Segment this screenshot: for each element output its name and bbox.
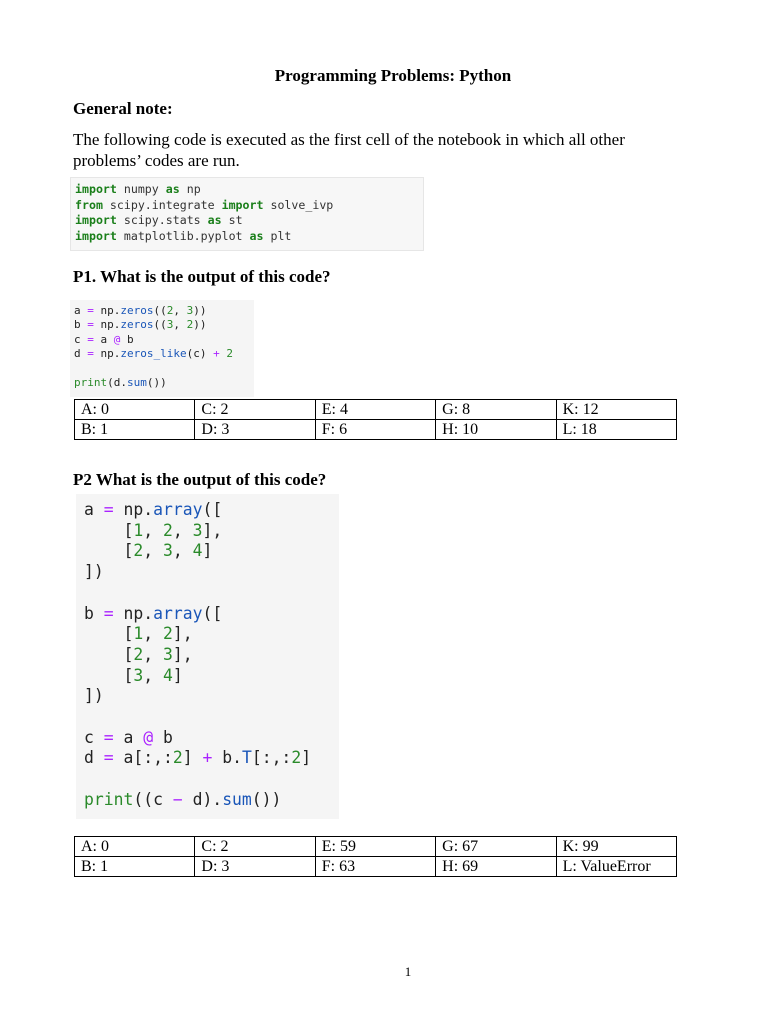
page-number: 1 bbox=[404, 964, 412, 979]
code-token: 3 bbox=[133, 665, 144, 685]
code-token: a bbox=[74, 304, 88, 317]
p2-code-block bbox=[76, 494, 339, 819]
code-token: ([ bbox=[202, 500, 223, 519]
code-token: ] bbox=[172, 665, 183, 685]
answer-option: F: 63 bbox=[315, 857, 435, 877]
code-token: @ bbox=[143, 727, 154, 747]
code-line bbox=[84, 624, 193, 643]
code-token: [ bbox=[84, 665, 134, 685]
code-token: , bbox=[143, 665, 163, 685]
answer-option: D: 3 bbox=[195, 420, 315, 440]
setup-code-block bbox=[70, 177, 424, 251]
code-token: [:,: bbox=[251, 748, 292, 768]
code-token: 3 bbox=[166, 318, 174, 332]
code-token: 2 bbox=[162, 624, 173, 644]
code-line bbox=[84, 604, 222, 623]
code-token: = bbox=[87, 347, 94, 361]
code-token: ([ bbox=[202, 603, 223, 623]
code-token: matplotlib.pyplot bbox=[116, 228, 250, 243]
code-line bbox=[84, 500, 222, 519]
code-token: 4 bbox=[162, 665, 173, 685]
code-line bbox=[84, 541, 212, 560]
answer-option: A: 0 bbox=[75, 400, 195, 420]
code-line bbox=[84, 748, 311, 767]
code-token: ()) bbox=[251, 789, 282, 809]
code-token: )) bbox=[193, 318, 207, 332]
code-token: a bbox=[93, 332, 114, 346]
code-token: ] bbox=[182, 748, 203, 768]
answer-option: F: 6 bbox=[315, 420, 435, 440]
code-token: 2 bbox=[186, 318, 194, 332]
code-token: 4 bbox=[192, 541, 203, 561]
code-token: b bbox=[153, 727, 173, 747]
answer-option: G: 8 bbox=[436, 400, 556, 420]
code-token: plt bbox=[263, 228, 292, 243]
code-token: 1 bbox=[133, 624, 144, 644]
code-line bbox=[75, 182, 201, 196]
code-token: 2 bbox=[172, 748, 183, 768]
code-token: , bbox=[143, 520, 163, 540]
general-note-text: The following code is executed as the first cell of the notebook in which all other problems’ codes are run. bbox=[73, 130, 625, 170]
answer-option: A: 0 bbox=[75, 837, 195, 857]
answer-option: H: 69 bbox=[436, 857, 556, 877]
code-token: zeros bbox=[120, 304, 154, 317]
code-token: − bbox=[172, 789, 183, 809]
code-token: import bbox=[75, 228, 117, 243]
code-token: ], bbox=[172, 624, 193, 644]
code-line bbox=[74, 318, 207, 331]
answer-option: C: 2 bbox=[195, 400, 315, 420]
code-token: @ bbox=[113, 332, 121, 346]
code-token: (c) bbox=[186, 347, 214, 361]
code-token: sum bbox=[222, 789, 252, 809]
p1-heading: P1. What is the output of this code? bbox=[73, 267, 331, 286]
code-token: , bbox=[143, 624, 163, 644]
answer-option: K: 12 bbox=[556, 400, 676, 420]
answer-option: B: 1 bbox=[75, 857, 195, 877]
code-token: = bbox=[103, 727, 114, 747]
code-token: ()) bbox=[146, 376, 167, 389]
code-token: = bbox=[87, 332, 94, 346]
code-token: 2 bbox=[162, 520, 173, 540]
code-line bbox=[74, 347, 233, 360]
code-token: , bbox=[173, 318, 187, 332]
answer-option: C: 2 bbox=[195, 837, 315, 857]
page-title: Programming Problems: Python bbox=[274, 66, 512, 85]
p1-code-block bbox=[70, 300, 254, 397]
code-token: 2 bbox=[133, 541, 144, 561]
code-token: numpy bbox=[116, 182, 166, 196]
answer-row bbox=[75, 400, 677, 420]
code-token: a bbox=[84, 500, 104, 519]
code-token: a[:,: bbox=[113, 748, 173, 768]
answer-option: L: ValueError bbox=[556, 857, 676, 877]
code-token: zeros_like bbox=[120, 347, 187, 361]
code-token: ]) bbox=[84, 562, 104, 582]
code-token: ] bbox=[202, 541, 213, 561]
code-token: = bbox=[87, 304, 94, 317]
answer-option: B: 1 bbox=[75, 420, 195, 440]
code-token: = bbox=[87, 318, 94, 332]
code-token: , bbox=[172, 541, 193, 561]
code-token: d). bbox=[182, 789, 223, 809]
code-token: solve_ivp bbox=[263, 197, 334, 212]
code-token: st bbox=[221, 213, 243, 228]
answer-row bbox=[75, 837, 677, 857]
code-token: , bbox=[143, 644, 163, 664]
answer-row bbox=[75, 857, 677, 877]
code-token: [ bbox=[84, 624, 134, 644]
code-token: np bbox=[179, 182, 201, 196]
code-token: 2 bbox=[291, 748, 302, 768]
code-token: array bbox=[153, 500, 203, 519]
code-token: as bbox=[249, 228, 264, 243]
code-token: , bbox=[172, 520, 193, 540]
code-token: 2 bbox=[166, 304, 174, 317]
code-line bbox=[75, 198, 333, 212]
code-token: c bbox=[74, 332, 88, 346]
code-line bbox=[84, 666, 183, 685]
p2-answer-table bbox=[74, 836, 677, 877]
code-token: np. bbox=[93, 347, 121, 361]
code-token: ((c bbox=[133, 789, 173, 809]
code-token: sum bbox=[127, 376, 147, 389]
code-token: = bbox=[103, 748, 114, 768]
code-token: np. bbox=[113, 603, 154, 623]
code-token: (d. bbox=[107, 376, 127, 389]
answer-row bbox=[75, 420, 677, 440]
code-token: 2 bbox=[133, 644, 144, 664]
code-token: [ bbox=[84, 644, 134, 664]
code-token: as bbox=[165, 182, 180, 196]
code-token: ], bbox=[172, 644, 193, 664]
p1-answer-table bbox=[74, 399, 677, 440]
answer-option: H: 10 bbox=[436, 420, 556, 440]
code-line bbox=[75, 213, 243, 227]
code-token: , bbox=[173, 304, 187, 317]
code-token: + bbox=[202, 748, 213, 768]
code-line bbox=[84, 686, 104, 705]
code-token: b. bbox=[212, 748, 242, 768]
code-token: 3 bbox=[192, 520, 203, 540]
code-token: zeros bbox=[120, 318, 154, 332]
code-token: np. bbox=[93, 304, 121, 317]
code-token: import bbox=[75, 213, 117, 228]
code-token: ]) bbox=[84, 686, 104, 706]
answer-option: K: 99 bbox=[556, 837, 676, 857]
code-token: array bbox=[153, 603, 203, 623]
code-token: import bbox=[221, 197, 264, 212]
code-token: 3 bbox=[162, 644, 173, 664]
p2-heading: P2 What is the output of this code? bbox=[73, 470, 327, 489]
code-token: , bbox=[143, 541, 163, 561]
answer-option: E: 4 bbox=[315, 400, 435, 420]
code-line bbox=[84, 728, 173, 747]
code-token: b bbox=[74, 318, 88, 332]
answer-option: G: 67 bbox=[436, 837, 556, 857]
code-token: b bbox=[120, 332, 134, 346]
code-token: c bbox=[84, 727, 104, 747]
code-token: d bbox=[74, 347, 88, 361]
code-line bbox=[74, 304, 207, 317]
code-token: print bbox=[74, 376, 108, 389]
code-line bbox=[84, 790, 281, 809]
code-token: (( bbox=[153, 318, 167, 332]
code-token: = bbox=[103, 603, 114, 623]
code-token: import bbox=[75, 182, 117, 196]
code-line bbox=[84, 562, 104, 581]
code-line bbox=[75, 229, 291, 243]
code-line bbox=[74, 376, 167, 389]
code-token: scipy.stats bbox=[116, 213, 208, 228]
code-token: + bbox=[213, 347, 220, 361]
code-token: as bbox=[207, 213, 222, 228]
answer-option: E: 59 bbox=[315, 837, 435, 857]
code-token: 3 bbox=[162, 541, 173, 561]
code-line bbox=[84, 521, 222, 540]
answer-option: D: 3 bbox=[195, 857, 315, 877]
code-token: [ bbox=[84, 541, 134, 561]
code-token: ], bbox=[202, 520, 223, 540]
code-token: 1 bbox=[133, 520, 144, 540]
code-token: T bbox=[241, 748, 252, 768]
code-line bbox=[84, 645, 193, 664]
code-token: from bbox=[75, 197, 103, 212]
answer-option: L: 18 bbox=[556, 420, 676, 440]
code-token: [ bbox=[84, 520, 134, 540]
code-token: a bbox=[113, 727, 144, 747]
code-token: 3 bbox=[186, 304, 194, 317]
code-token: np. bbox=[93, 318, 121, 332]
code-token: ] bbox=[301, 748, 312, 768]
code-token: b bbox=[84, 603, 104, 623]
code-token: d bbox=[84, 748, 104, 768]
general-note-heading: General note: bbox=[73, 99, 173, 118]
code-token: = bbox=[103, 500, 114, 519]
code-token: scipy.integrate bbox=[102, 197, 222, 212]
code-line bbox=[74, 333, 134, 346]
code-token: np. bbox=[113, 500, 154, 519]
code-token: )) bbox=[193, 304, 207, 317]
code-token: 2 bbox=[226, 347, 233, 361]
code-token: print bbox=[84, 789, 134, 809]
code-token: (( bbox=[153, 304, 167, 317]
